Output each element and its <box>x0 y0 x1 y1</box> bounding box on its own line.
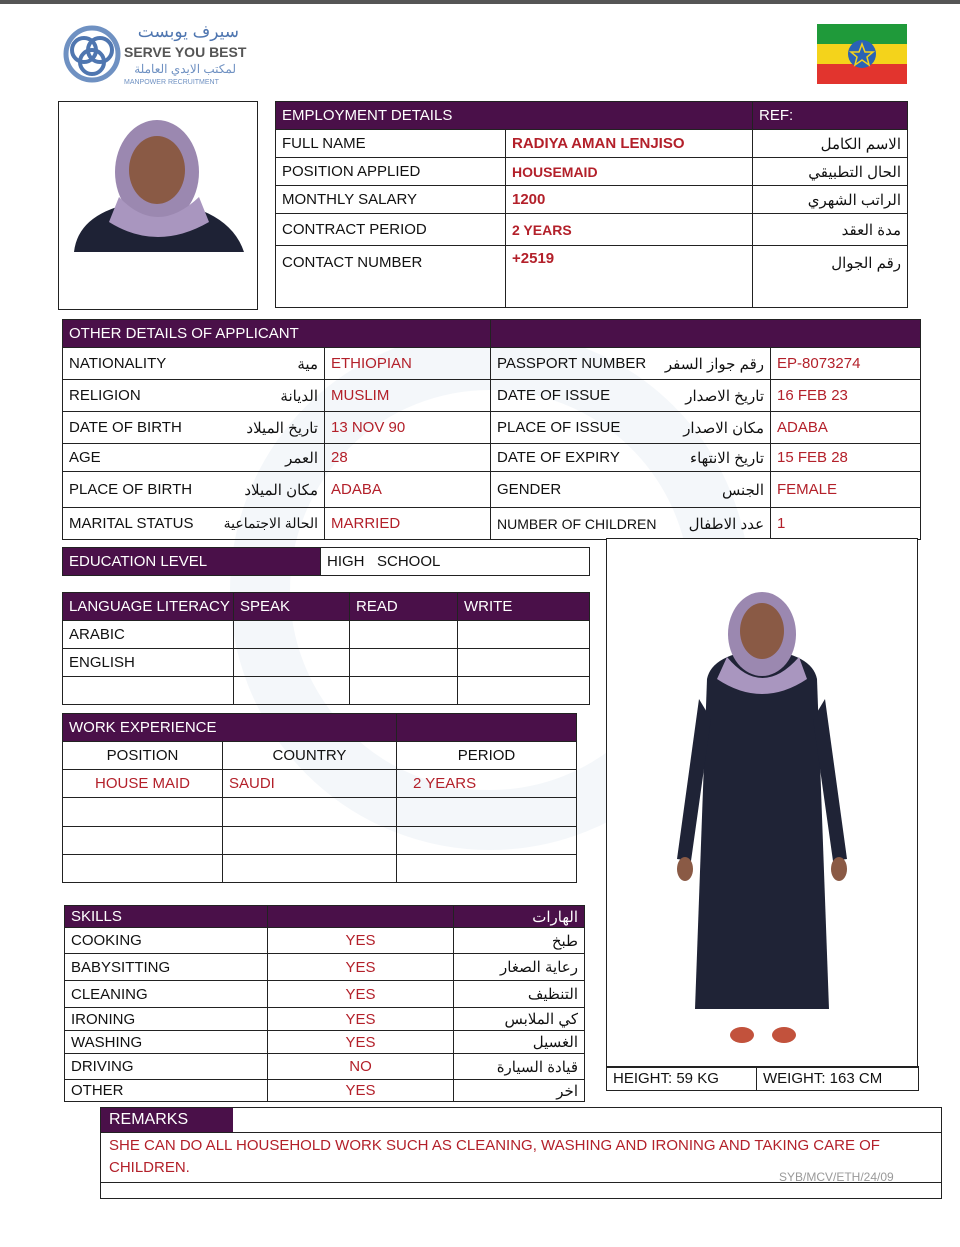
place-of-birth-label: PLACE OF BIRTH <box>63 472 223 508</box>
remarks-text: SHE CAN DO ALL HOUSEHOLD WORK SUCH AS CLEANING, WASHING AND IRONING AND TAKING CARE OF CHILDREN. <box>109 1137 880 1176</box>
language-arabic: ARABIC <box>63 621 234 649</box>
contact-number-value: +2519 <box>506 246 753 308</box>
skill-cooking-value: YES <box>268 928 454 954</box>
date-of-birth-label: DATE OF BIRTH <box>63 412 223 444</box>
skill-washing-value: YES <box>268 1031 454 1054</box>
gender-label: GENDER <box>491 472 641 508</box>
date-of-issue-value: 16 FEB 23 <box>771 380 921 412</box>
skill-cooking-label: COOKING <box>65 928 268 954</box>
employment-header: EMPLOYMENT DETAILS <box>276 102 753 130</box>
date-of-expiry-value: 15 FEB 28 <box>771 444 921 472</box>
age-value: 28 <box>325 444 491 472</box>
nationality-value: ETHIOPIAN <box>325 348 491 380</box>
skill-cooking-arabic: طبخ <box>454 928 585 954</box>
top-strip <box>0 0 960 4</box>
number-of-children-arabic: عدد الاطفال <box>641 508 771 540</box>
education-level-value: HIGH SCHOOL <box>321 548 590 576</box>
write-header: WRITE <box>458 593 590 621</box>
place-of-birth-arabic: مكان الميلاد <box>223 472 325 508</box>
ethiopia-flag-icon <box>817 24 907 84</box>
language-table <box>62 592 590 705</box>
speak-header: SPEAK <box>234 593 350 621</box>
education-level-label: EDUCATION LEVEL <box>63 548 321 576</box>
age-arabic: العمر <box>223 444 325 472</box>
place-of-birth-value: ADABA <box>325 472 491 508</box>
gender-value: FEMALE <box>771 472 921 508</box>
work-cell <box>223 827 397 855</box>
age-label: AGE <box>63 444 223 472</box>
skill-other-label: OTHER <box>65 1080 268 1102</box>
remarks-box <box>100 1107 942 1199</box>
skill-ironing-value: YES <box>268 1008 454 1031</box>
gender-arabic: الجنس <box>641 472 771 508</box>
date-of-birth-arabic: تاريخ الميلاد <box>223 412 325 444</box>
brand-name: SERVE YOU BEST <box>124 44 247 60</box>
contract-period-label: CONTRACT PERIOD <box>276 214 506 246</box>
language-english: ENGLISH <box>63 649 234 677</box>
period-column-header: PERIOD <box>397 742 577 770</box>
document-code: SYB/MCV/ETH/24/09 <box>779 1170 894 1184</box>
religion-value: MUSLIM <box>325 380 491 412</box>
nationality-label: NATIONALITY <box>63 348 223 380</box>
full-name-value: RADIYA AMAN LENJISO <box>506 130 753 158</box>
language-cell <box>458 677 590 705</box>
passport-number-arabic: رقم جواز السفر <box>641 348 771 380</box>
other-details-table <box>62 319 921 540</box>
education-table <box>62 547 590 576</box>
remarks-bottom-line <box>101 1182 941 1183</box>
skills-header: SKILLS <box>65 906 268 928</box>
skill-other-arabic: اخر <box>454 1080 585 1102</box>
language-cell <box>350 621 458 649</box>
number-of-children-value: 1 <box>771 508 921 540</box>
work-cell <box>397 798 577 827</box>
marital-status-arabic: الحالة الاجتماعية <box>223 508 325 540</box>
employment-table <box>275 101 908 308</box>
language-cell <box>234 649 350 677</box>
nationality-arabic: مية <box>223 348 325 380</box>
body-measure-table <box>606 1066 919 1091</box>
monthly-salary-arabic: الراتب الشهري <box>753 186 908 214</box>
brand-arabic: سيرف يوبست <box>137 22 239 41</box>
place-of-issue-value: ADABA <box>771 412 921 444</box>
date-of-expiry-arabic: تاريخ الانتهاء <box>641 444 771 472</box>
date-of-issue-label: DATE OF ISSUE <box>491 380 641 412</box>
marital-status-label: MARITAL STATUS <box>63 508 223 540</box>
language-cell <box>234 621 350 649</box>
weight-value: WEIGHT: 163 CM <box>757 1067 919 1091</box>
date-of-birth-value: 13 NOV 90 <box>325 412 491 444</box>
skill-cleaning-value: YES <box>268 981 454 1008</box>
remarks-divider <box>101 1132 941 1133</box>
work-experience-table <box>62 713 577 883</box>
skills-arabic-header: الهارات <box>454 906 585 928</box>
work-country-value: SAUDI <box>223 770 397 798</box>
full-body-photo <box>606 538 918 1068</box>
number-of-children-label: NUMBER OF CHILDREN <box>491 508 641 540</box>
work-position-value: HOUSE MAID <box>63 770 223 798</box>
brand-tagline: MANPOWER RECRUITMENT <box>124 79 219 86</box>
work-cell <box>223 855 397 883</box>
work-experience-header: WORK EXPERIENCE <box>63 714 397 742</box>
full-name-arabic: الاسم الكامل <box>753 130 908 158</box>
language-empty <box>63 677 234 705</box>
skill-cleaning-label: CLEANING <box>65 981 268 1008</box>
language-cell <box>350 677 458 705</box>
position-column-header: POSITION <box>63 742 223 770</box>
position-applied-label: POSITION APPLIED <box>276 158 506 186</box>
marital-status-value: MARRIED <box>325 508 491 540</box>
skill-babysitting-label: BABYSITTING <box>65 954 268 981</box>
work-experience-header-right <box>397 714 577 742</box>
religion-arabic: الديانة <box>223 380 325 412</box>
full-name-label: FULL NAME <box>276 130 506 158</box>
place-of-issue-arabic: مكان الاصدار <box>641 412 771 444</box>
read-header: READ <box>350 593 458 621</box>
passport-number-value: EP-8073274 <box>771 348 921 380</box>
skill-washing-label: WASHING <box>65 1031 268 1054</box>
date-of-issue-arabic: تاريخ الاصدار <box>641 380 771 412</box>
skill-driving-label: DRIVING <box>65 1054 268 1080</box>
headshot-photo <box>58 101 258 310</box>
date-of-expiry-label: DATE OF EXPIRY <box>491 444 641 472</box>
skill-ironing-arabic: كي الملابس <box>454 1008 585 1031</box>
language-cell <box>350 649 458 677</box>
language-cell <box>458 649 590 677</box>
skill-cleaning-arabic: التنظيف <box>454 981 585 1008</box>
height-value: HEIGHT: 59 KG <box>607 1067 757 1091</box>
work-cell <box>63 798 223 827</box>
work-period-value: 2 YEARS <box>397 770 577 798</box>
skill-washing-arabic: الغسيل <box>454 1031 585 1054</box>
remarks-header: REMARKS <box>101 1108 233 1132</box>
country-column-header: COUNTRY <box>223 742 397 770</box>
other-details-header: OTHER DETAILS OF APPLICANT <box>63 320 491 348</box>
other-details-header-right <box>491 320 921 348</box>
work-cell <box>63 855 223 883</box>
work-cell <box>63 827 223 855</box>
contact-number-arabic: رقم الجوال <box>753 246 908 308</box>
skill-ironing-label: IRONING <box>65 1008 268 1031</box>
skills-header-mid <box>268 906 454 928</box>
language-literacy-header: LANGUAGE LITERACY <box>63 593 234 621</box>
monthly-salary-value: 1200 <box>506 186 753 214</box>
contract-period-arabic: مدة العقد <box>753 214 908 246</box>
skills-table <box>64 905 585 1102</box>
language-cell <box>234 677 350 705</box>
religion-label: RELIGION <box>63 380 223 412</box>
place-of-issue-label: PLACE OF ISSUE <box>491 412 641 444</box>
skill-driving-value: NO <box>268 1054 454 1080</box>
skill-babysitting-arabic: رعاية الصغار <box>454 954 585 981</box>
contract-period-value: 2 YEARS <box>506 214 753 246</box>
passport-number-label: PASSPORT NUMBER <box>491 348 641 380</box>
language-cell <box>458 621 590 649</box>
brand-arabic-tagline: لمكتب الايدي العاملة <box>134 62 236 76</box>
work-cell <box>397 855 577 883</box>
monthly-salary-label: MONTHLY SALARY <box>276 186 506 214</box>
company-logo-icon <box>62 24 122 84</box>
position-applied-value: HOUSEMAID <box>506 158 753 186</box>
skill-babysitting-value: YES <box>268 954 454 981</box>
work-cell <box>223 798 397 827</box>
position-applied-arabic: الحال التطبيقي <box>753 158 908 186</box>
skill-driving-arabic: قيادة السيارة <box>454 1054 585 1080</box>
skill-other-value: YES <box>268 1080 454 1102</box>
contact-number-label: CONTACT NUMBER <box>276 246 506 308</box>
work-cell <box>397 827 577 855</box>
ref-label: REF: <box>753 102 908 130</box>
